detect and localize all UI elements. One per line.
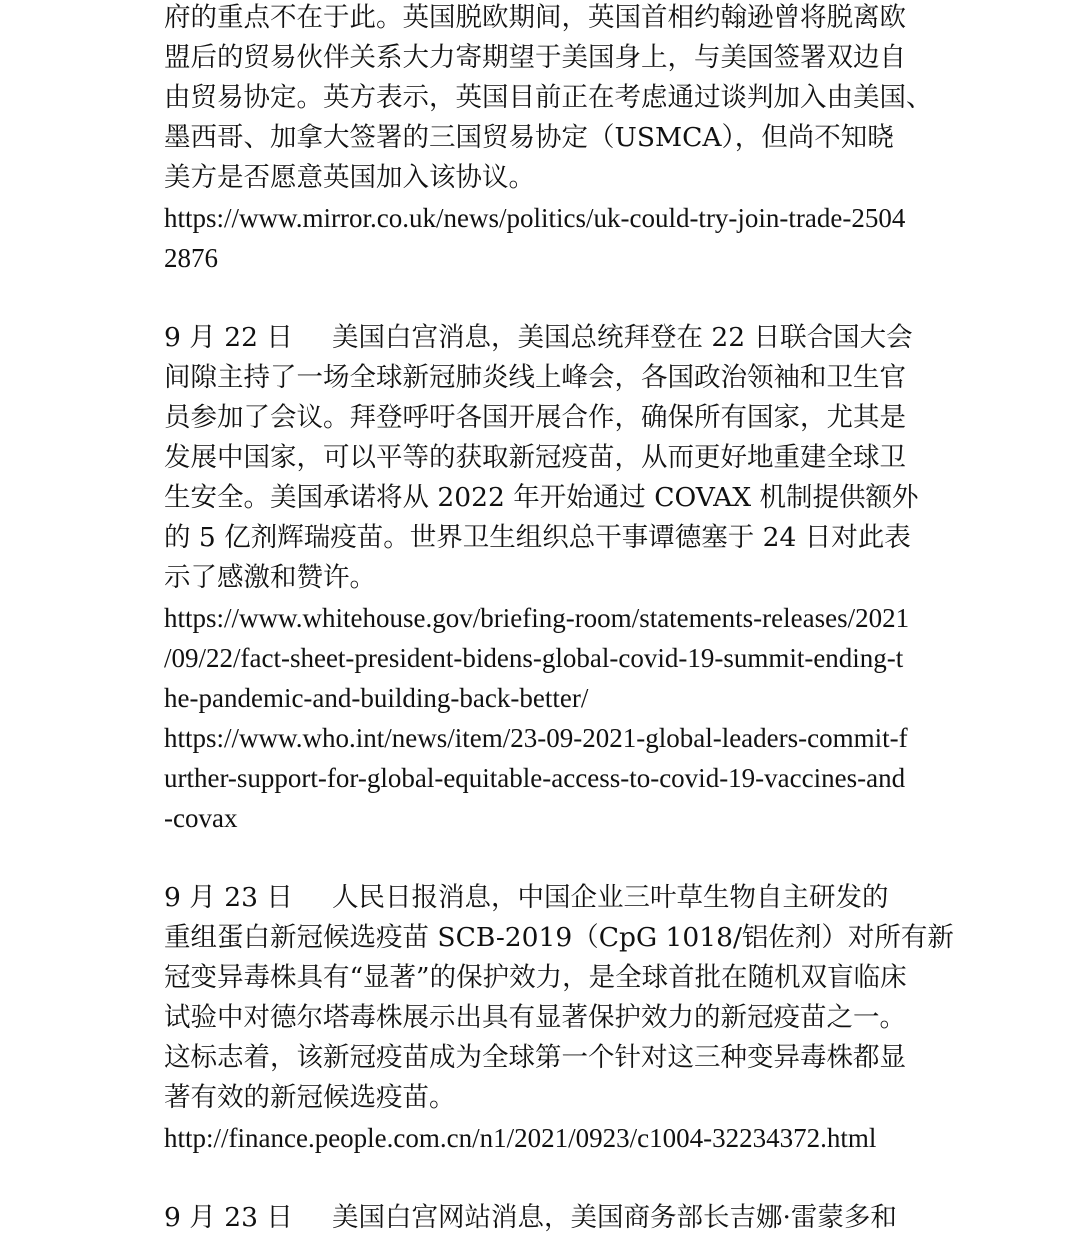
paragraph-line: 美方是否愿意英国加入该协议。 [164, 162, 535, 193]
source-url-line: https://www.mirror.co.uk/news/politics/uk-could-try-join-trade-2504 [164, 203, 906, 233]
entry-first-line: 美国白宫网站消息，美国商务部长吉娜·雷蒙多和 [332, 1202, 897, 1233]
source-url-line: 2876 [164, 243, 218, 273]
paragraph-line: 府的重点不在于此。英国脱欧期间，英国首相约翰逊曾将脱离欧 [164, 2, 906, 33]
entry-date: 9 月 23 日 [164, 882, 293, 913]
paragraph-line: 示了感激和赞许。 [164, 562, 376, 593]
entry-first-line: 美国白宫消息，美国总统拜登在 22 日联合国大会 [332, 322, 913, 353]
news-entry [164, 1198, 924, 1238]
news-entry [164, 0, 933, 278]
source-url-line: urther-support-for-global-equitable-access-to-covid-19-vaccines-and [164, 763, 906, 793]
paragraph-line: 发展中国家，可以平等的获取新冠疫苗，从而更好地重建全球卫 [164, 442, 906, 473]
paragraph-line: 的 5 亿剂辉瑞疫苗。世界卫生组织总干事谭德塞于 24 日对此表 [164, 522, 911, 553]
paragraph-line: 著有效的新冠候选疫苗。 [164, 1082, 456, 1113]
news-entry [164, 878, 954, 1158]
entry-first-line: 人民日报消息，中国企业三叶草生物自主研发的 [332, 882, 889, 913]
entry-date: 9 月 23 日 [164, 1202, 293, 1233]
paragraph-line: 这标志着，该新冠疫苗成为全球第一个针对这三种变异毒株都显 [164, 1042, 906, 1073]
source-url-line: /09/22/fact-sheet-president-bidens-global-covid-19-summit-ending-t [164, 643, 904, 673]
source-url-line: -covax [164, 803, 238, 833]
entry-date: 9 月 22 日 [164, 322, 293, 353]
paragraph-spacer [164, 838, 924, 878]
paragraph-line: 生安全。美国承诺将从 2022 年开始通过 COVAX 机制提供额外 [164, 482, 919, 513]
paragraph-line: 墨西哥、加拿大签署的三国贸易协定（USMCA），但尚不知晓 [164, 122, 894, 153]
paragraph-line: 重组蛋白新冠候选疫苗 SCB-2019（CpG 1018/铝佐剂）对所有新 [164, 922, 954, 953]
paragraph-line: 盟后的贸易伙伴关系大力寄期望于美国身上，与美国签署双边自 [164, 42, 906, 73]
paragraph-line: 由贸易协定。英方表示，英国目前正在考虑通过谈判加入由美国、 [164, 82, 933, 113]
source-url-line: https://www.who.int/news/item/23-09-2021-global-leaders-commit-f [164, 723, 908, 753]
news-entry [164, 318, 924, 838]
paragraph-line [164, 1198, 924, 1238]
paragraph-line [164, 318, 924, 358]
paragraph-line: 试验中对德尔塔毒株展示出具有显著保护效力的新冠疫苗之一。 [164, 1002, 906, 1033]
paragraph-spacer [164, 278, 924, 318]
source-url-line: http://finance.people.com.cn/n1/2021/0923/c1004-32234372.html [164, 1123, 877, 1153]
paragraph-line: 员参加了会议。拜登呼吁各国开展合作，确保所有国家，尤其是 [164, 402, 906, 433]
paragraph-line [164, 878, 924, 918]
source-url-line: https://www.whitehouse.gov/briefing-room/statements-releases/2021 [164, 603, 910, 633]
source-url-line: he-pandemic-and-building-back-better/ [164, 683, 589, 713]
paragraph-spacer [164, 1158, 924, 1198]
document-page [164, 0, 954, 1238]
paragraph-line: 冠变异毒株具有“显著”的保护效力，是全球首批在随机双盲临床 [164, 962, 907, 993]
paragraph-line: 间隙主持了一场全球新冠肺炎线上峰会，各国政治领袖和卫生官 [164, 362, 906, 393]
